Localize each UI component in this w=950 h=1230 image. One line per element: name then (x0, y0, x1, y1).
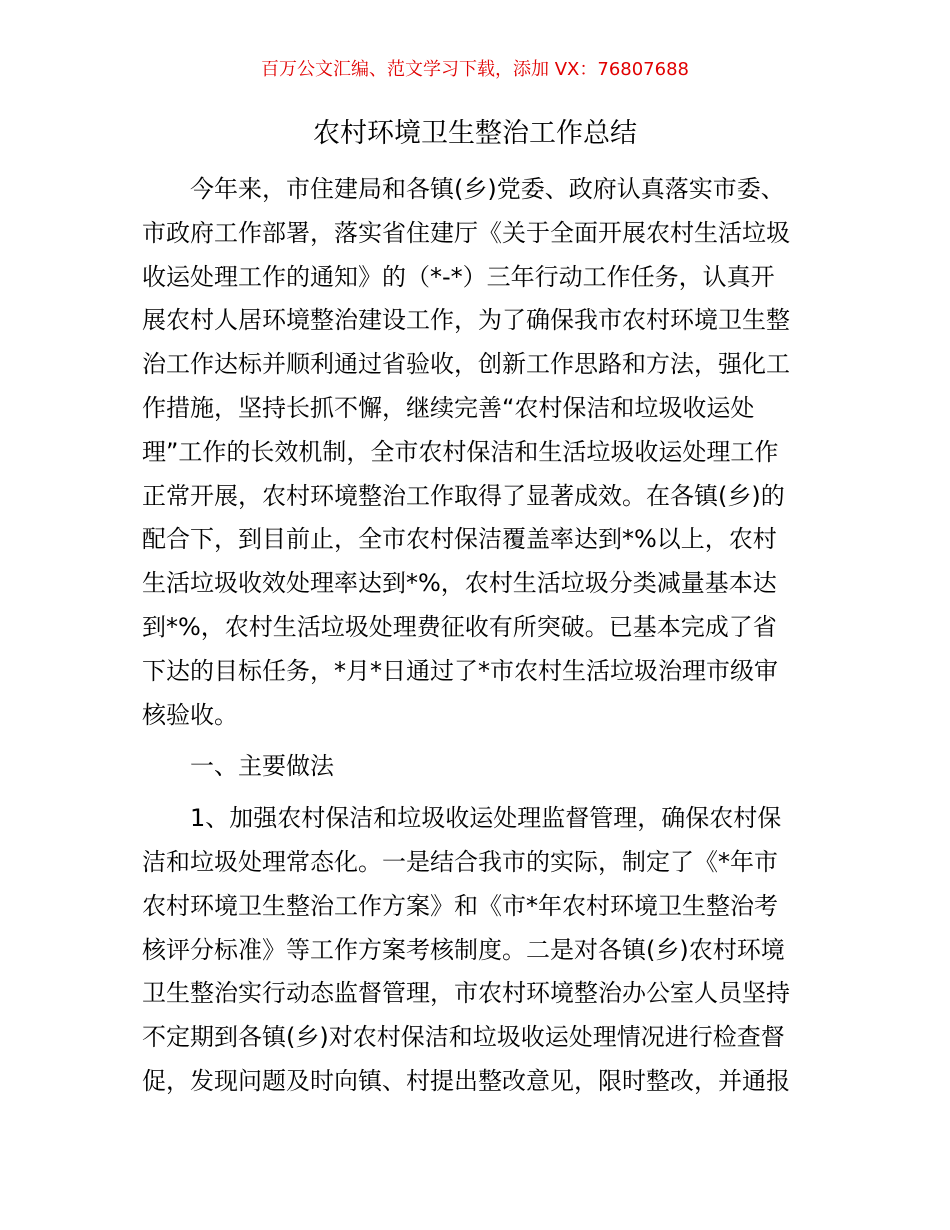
header-note: 百万公文汇编、范文学习下载，添加 VX：76807688 (261, 59, 689, 80)
text-line: 不定期到各镇(乡)对农村保洁和垃圾收运处理情况进行检查督 (142, 1023, 785, 1052)
text-line: 到*%，农村生活垃圾处理费征收有所突破。已基本完成了省 (142, 612, 777, 641)
text-line: 正常开展，农村环境整治工作取得了显著成效。在各镇(乡)的 (142, 481, 785, 510)
text-line: 洁和垃圾处理常态化。一是结合我市的实际，制定了《*年市 (142, 847, 778, 876)
document-body (142, 168, 822, 1104)
text-line: 展农村人居环境整治建设工作，为了确保我市农村环境卫生整 (142, 306, 790, 335)
text-line: 治工作达标并顺利通过省验收，创新工作思路和方法，强化工 (142, 350, 790, 379)
paragraph-gap (142, 789, 822, 797)
text-line: 卫生整治实行动态监督管理，市农村环境整治办公室人员坚持 (142, 979, 790, 1008)
text-line: 核评分标准》等工作方案考核制度。二是对各镇(乡)农村环境 (142, 935, 785, 964)
text-line: 核验收。 (142, 700, 238, 729)
text-line: 今年来，市住建局和各镇(乡)党委、政府认真落实市委、 (190, 175, 785, 203)
text-line: 理”工作的长效机制，全市农村保洁和生活垃圾收运处理工作 (142, 437, 779, 466)
paragraph-intro (142, 168, 822, 737)
text-line: 下达的目标任务，*月*日通过了*市农村生活垃圾治理市级审 (142, 656, 778, 685)
text-line: 农村环境卫生整治工作方案》和《市*年农村环境卫生整治考 (142, 891, 778, 920)
text-line: 市政府工作部署，落实省住建厅《关于全面开展农村生活垃圾 (142, 218, 790, 247)
text-line: 作措施，坚持长抓不懈，继续完善“农村保洁和垃圾收运处 (142, 393, 755, 422)
paragraph-gap (142, 737, 822, 745)
text-line: 生活垃圾收效处理率达到*%，农村生活垃圾分类减量基本达 (142, 569, 777, 598)
paragraph-measures (142, 797, 822, 1104)
text-line: 配合下，到目前止，全市农村保洁覆盖率达到*%以上，农村 (142, 525, 777, 554)
document-title: 农村环境卫生整治工作总结 (313, 118, 637, 149)
text-line: 促，发现问题及时向镇、村提出整改意见，限时整改，并通报 (142, 1066, 790, 1095)
text-line: 收运处理工作的通知》的（*-*）三年行动工作任务，认真开 (142, 262, 775, 291)
section-heading: 一、主要做法 (190, 752, 334, 781)
text-line: 1、加强农村保洁和垃圾收运处理监督管理，确保农村保 (190, 804, 782, 833)
